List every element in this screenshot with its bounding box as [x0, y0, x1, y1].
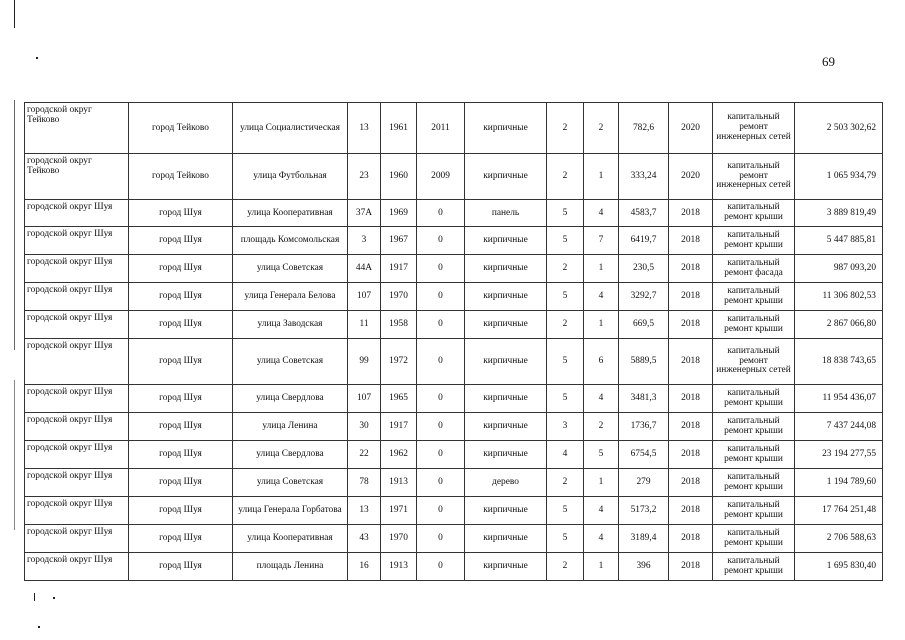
area-cell: 4583,7	[619, 200, 669, 227]
year-built-cell: 1965	[381, 385, 417, 413]
scan-margin-line	[14, 380, 15, 530]
table-row	[25, 283, 883, 311]
year-built-cell: 1960	[381, 154, 417, 200]
scan-dot	[53, 597, 55, 599]
wall-material-cell: кирпичные	[465, 227, 547, 255]
municipality-cell: городской округ Шуя	[25, 255, 129, 283]
cost-cell: 2 503 302,62	[795, 103, 883, 154]
floors-cell: 4	[547, 441, 584, 469]
area-cell: 1736,7	[619, 413, 669, 441]
year-built-cell: 1970	[381, 283, 417, 311]
street-cell: площадь Комсомольская	[233, 227, 348, 255]
work-type-cell: капитальный ремонт крыши	[713, 385, 795, 413]
municipality-cell: городской округ Шуя	[25, 441, 129, 469]
work-type-cell: капитальный ремонт крыши	[713, 525, 795, 553]
plan-year-cell: 2018	[669, 385, 713, 413]
cost-cell: 987 093,20	[795, 255, 883, 283]
work-type-cell: капитальный ремонт крыши	[713, 283, 795, 311]
housing-repair-table	[24, 102, 883, 581]
house-cell: 44А	[348, 255, 381, 283]
entrances-cell: 4	[584, 525, 619, 553]
plan-year-cell: 2020	[669, 103, 713, 154]
settlement-cell: город Шуя	[129, 413, 233, 441]
area-cell: 6419,7	[619, 227, 669, 255]
year-overhaul-cell: 0	[417, 283, 465, 311]
street-cell: улица Кооперативная	[233, 200, 348, 227]
cost-cell: 23 194 277,55	[795, 441, 883, 469]
year-built-cell: 1971	[381, 497, 417, 525]
plan-year-cell: 2018	[669, 200, 713, 227]
work-type-cell: капитальный ремонт крыши	[713, 200, 795, 227]
work-type-cell: капитальный ремонт крыши	[713, 497, 795, 525]
wall-material-cell: кирпичные	[465, 497, 547, 525]
settlement-cell: город Шуя	[129, 200, 233, 227]
year-overhaul-cell: 0	[417, 441, 465, 469]
entrances-cell: 4	[584, 200, 619, 227]
entrances-cell: 1	[584, 311, 619, 339]
municipality-cell: городской округ Шуя	[25, 339, 129, 385]
scan-dot	[38, 626, 40, 628]
settlement-cell: город Шуя	[129, 553, 233, 581]
year-built-cell: 1969	[381, 200, 417, 227]
table-row	[25, 339, 883, 385]
entrances-cell: 7	[584, 227, 619, 255]
wall-material-cell: кирпичные	[465, 103, 547, 154]
wall-material-cell: кирпичные	[465, 255, 547, 283]
year-built-cell: 1958	[381, 311, 417, 339]
house-cell: 22	[348, 441, 381, 469]
settlement-cell: город Шуя	[129, 525, 233, 553]
work-type-cell: капитальный ремонт инженерных сетей	[713, 154, 795, 200]
house-cell: 99	[348, 339, 381, 385]
cost-cell: 2 867 066,80	[795, 311, 883, 339]
year-overhaul-cell: 2009	[417, 154, 465, 200]
wall-material-cell: кирпичные	[465, 311, 547, 339]
entrances-cell: 4	[584, 385, 619, 413]
area-cell: 6754,5	[619, 441, 669, 469]
table-row	[25, 469, 883, 497]
municipality-cell: городской округ Тейково	[25, 103, 129, 154]
year-built-cell: 1917	[381, 413, 417, 441]
entrances-cell: 2	[584, 413, 619, 441]
table-row	[25, 311, 883, 339]
wall-material-cell: кирпичные	[465, 553, 547, 581]
street-cell: улица Советская	[233, 339, 348, 385]
year-overhaul-cell: 2011	[417, 103, 465, 154]
area-cell: 5173,2	[619, 497, 669, 525]
year-built-cell: 1917	[381, 255, 417, 283]
settlement-cell: город Шуя	[129, 311, 233, 339]
cost-cell: 1 695 830,40	[795, 553, 883, 581]
wall-material-cell: кирпичные	[465, 154, 547, 200]
wall-material-cell: кирпичные	[465, 413, 547, 441]
table-row	[25, 200, 883, 227]
settlement-cell: город Шуя	[129, 227, 233, 255]
area-cell: 279	[619, 469, 669, 497]
area-cell: 669,5	[619, 311, 669, 339]
house-cell: 13	[348, 103, 381, 154]
cost-cell: 2 706 588,63	[795, 525, 883, 553]
floors-cell: 2	[547, 154, 584, 200]
entrances-cell: 1	[584, 255, 619, 283]
municipality-cell: городской округ Шуя	[25, 200, 129, 227]
year-built-cell: 1961	[381, 103, 417, 154]
municipality-cell: городской округ Шуя	[25, 385, 129, 413]
table-row	[25, 497, 883, 525]
municipality-cell: городской округ Шуя	[25, 497, 129, 525]
table-row	[25, 227, 883, 255]
settlement-cell: город Шуя	[129, 385, 233, 413]
plan-year-cell: 2018	[669, 339, 713, 385]
floors-cell: 2	[547, 103, 584, 154]
floors-cell: 5	[547, 525, 584, 553]
work-type-cell: капитальный ремонт инженерных сетей	[713, 339, 795, 385]
year-overhaul-cell: 0	[417, 497, 465, 525]
work-type-cell: капитальный ремонт крыши	[713, 413, 795, 441]
municipality-cell: городской округ Шуя	[25, 553, 129, 581]
entrances-cell: 4	[584, 283, 619, 311]
street-cell: улица Ленина	[233, 413, 348, 441]
street-cell: улица Советская	[233, 469, 348, 497]
plan-year-cell: 2018	[669, 311, 713, 339]
cost-cell: 11 306 802,53	[795, 283, 883, 311]
work-type-cell: капитальный ремонт крыши	[713, 553, 795, 581]
settlement-cell: город Тейково	[129, 154, 233, 200]
wall-material-cell: кирпичные	[465, 385, 547, 413]
house-cell: 16	[348, 553, 381, 581]
entrances-cell: 1	[584, 553, 619, 581]
plan-year-cell: 2018	[669, 413, 713, 441]
house-cell: 11	[348, 311, 381, 339]
settlement-cell: город Шуя	[129, 255, 233, 283]
settlement-cell: город Тейково	[129, 103, 233, 154]
area-cell: 5889,5	[619, 339, 669, 385]
house-cell: 23	[348, 154, 381, 200]
house-cell: 30	[348, 413, 381, 441]
plan-year-cell: 2018	[669, 525, 713, 553]
settlement-cell: город Шуя	[129, 283, 233, 311]
house-cell: 43	[348, 525, 381, 553]
municipality-cell: городской округ Тейково	[25, 154, 129, 200]
cost-cell: 3 889 819,49	[795, 200, 883, 227]
work-type-cell: капитальный ремонт инженерных сетей	[713, 103, 795, 154]
wall-material-cell: кирпичные	[465, 441, 547, 469]
wall-material-cell: кирпичные	[465, 339, 547, 385]
floors-cell: 2	[547, 255, 584, 283]
cost-cell: 1 194 789,60	[795, 469, 883, 497]
street-cell: улица Социалистическая	[233, 103, 348, 154]
work-type-cell: капитальный ремонт фасада	[713, 255, 795, 283]
entrances-cell: 2	[584, 103, 619, 154]
floors-cell: 2	[547, 553, 584, 581]
plan-year-cell: 2018	[669, 497, 713, 525]
street-cell: улица Кооперативная	[233, 525, 348, 553]
floors-cell: 5	[547, 497, 584, 525]
plan-year-cell: 2018	[669, 227, 713, 255]
house-cell: 3	[348, 227, 381, 255]
year-built-cell: 1972	[381, 339, 417, 385]
work-type-cell: капитальный ремонт крыши	[713, 441, 795, 469]
year-overhaul-cell: 0	[417, 385, 465, 413]
table-row	[25, 255, 883, 283]
entrances-cell: 6	[584, 339, 619, 385]
area-cell: 782,6	[619, 103, 669, 154]
municipality-cell: городской округ Шуя	[25, 227, 129, 255]
plan-year-cell: 2018	[669, 441, 713, 469]
plan-year-cell: 2018	[669, 553, 713, 581]
settlement-cell: город Шуя	[129, 469, 233, 497]
entrances-cell: 1	[584, 154, 619, 200]
entrances-cell: 5	[584, 441, 619, 469]
floors-cell: 3	[547, 413, 584, 441]
work-type-cell: капитальный ремонт крыши	[713, 469, 795, 497]
floors-cell: 5	[547, 283, 584, 311]
street-cell: улица Свердлова	[233, 441, 348, 469]
area-cell: 3481,3	[619, 385, 669, 413]
work-type-cell: капитальный ремонт крыши	[713, 311, 795, 339]
house-cell: 107	[348, 385, 381, 413]
cost-cell: 11 954 436,07	[795, 385, 883, 413]
municipality-cell: городской округ Шуя	[25, 283, 129, 311]
area-cell: 3189,4	[619, 525, 669, 553]
table-row	[25, 553, 883, 581]
settlement-cell: город Шуя	[129, 441, 233, 469]
entrances-cell: 4	[584, 497, 619, 525]
cost-cell: 7 437 244,08	[795, 413, 883, 441]
plan-year-cell: 2018	[669, 469, 713, 497]
settlement-cell: город Шуя	[129, 497, 233, 525]
year-overhaul-cell: 0	[417, 200, 465, 227]
year-overhaul-cell: 0	[417, 255, 465, 283]
house-cell: 107	[348, 283, 381, 311]
scan-margin-line	[14, 0, 15, 28]
plan-year-cell: 2018	[669, 255, 713, 283]
table-row	[25, 441, 883, 469]
street-cell: улица Заводская	[233, 311, 348, 339]
year-overhaul-cell: 0	[417, 553, 465, 581]
wall-material-cell: дерево	[465, 469, 547, 497]
year-overhaul-cell: 0	[417, 413, 465, 441]
year-built-cell: 1913	[381, 553, 417, 581]
year-overhaul-cell: 0	[417, 339, 465, 385]
year-built-cell: 1913	[381, 469, 417, 497]
wall-material-cell: панель	[465, 200, 547, 227]
scan-margin-line	[14, 100, 15, 350]
floors-cell: 5	[547, 200, 584, 227]
street-cell: улица Генерала Горбатова	[233, 497, 348, 525]
municipality-cell: городской округ Шуя	[25, 525, 129, 553]
table-body	[25, 103, 883, 581]
cost-cell: 1 065 934,79	[795, 154, 883, 200]
page-number: 69	[822, 54, 835, 69]
plan-year-cell: 2020	[669, 154, 713, 200]
cost-cell: 5 447 885,81	[795, 227, 883, 255]
floors-cell: 5	[547, 227, 584, 255]
floors-cell: 5	[547, 339, 584, 385]
area-cell: 3292,7	[619, 283, 669, 311]
entrances-cell: 1	[584, 469, 619, 497]
year-built-cell: 1962	[381, 441, 417, 469]
scan-dot	[36, 57, 38, 59]
municipality-cell: городской округ Шуя	[25, 469, 129, 497]
wall-material-cell: кирпичные	[465, 525, 547, 553]
area-cell: 230,5	[619, 255, 669, 283]
table-row	[25, 385, 883, 413]
year-built-cell: 1970	[381, 525, 417, 553]
municipality-cell: городской округ Шуя	[25, 311, 129, 339]
floors-cell: 2	[547, 311, 584, 339]
year-overhaul-cell: 0	[417, 525, 465, 553]
floors-cell: 2	[547, 469, 584, 497]
wall-material-cell: кирпичные	[465, 283, 547, 311]
settlement-cell: город Шуя	[129, 339, 233, 385]
house-cell: 37А	[348, 200, 381, 227]
scan-dot	[34, 593, 35, 601]
area-cell: 396	[619, 553, 669, 581]
table-row	[25, 413, 883, 441]
street-cell: улица Футбольная	[233, 154, 348, 200]
street-cell: улица Советская	[233, 255, 348, 283]
street-cell: улица Свердлова	[233, 385, 348, 413]
cost-cell: 18 838 743,65	[795, 339, 883, 385]
table-row	[25, 103, 883, 154]
house-cell: 78	[348, 469, 381, 497]
work-type-cell: капитальный ремонт крыши	[713, 227, 795, 255]
area-cell: 333,24	[619, 154, 669, 200]
house-cell: 13	[348, 497, 381, 525]
year-overhaul-cell: 0	[417, 311, 465, 339]
table-row	[25, 525, 883, 553]
plan-year-cell: 2018	[669, 283, 713, 311]
year-built-cell: 1967	[381, 227, 417, 255]
cost-cell: 17 764 251,48	[795, 497, 883, 525]
street-cell: улица Генерала Белова	[233, 283, 348, 311]
year-overhaul-cell: 0	[417, 227, 465, 255]
year-overhaul-cell: 0	[417, 469, 465, 497]
floors-cell: 5	[547, 385, 584, 413]
table-row	[25, 154, 883, 200]
street-cell: площадь Ленина	[233, 553, 348, 581]
municipality-cell: городской округ Шуя	[25, 413, 129, 441]
